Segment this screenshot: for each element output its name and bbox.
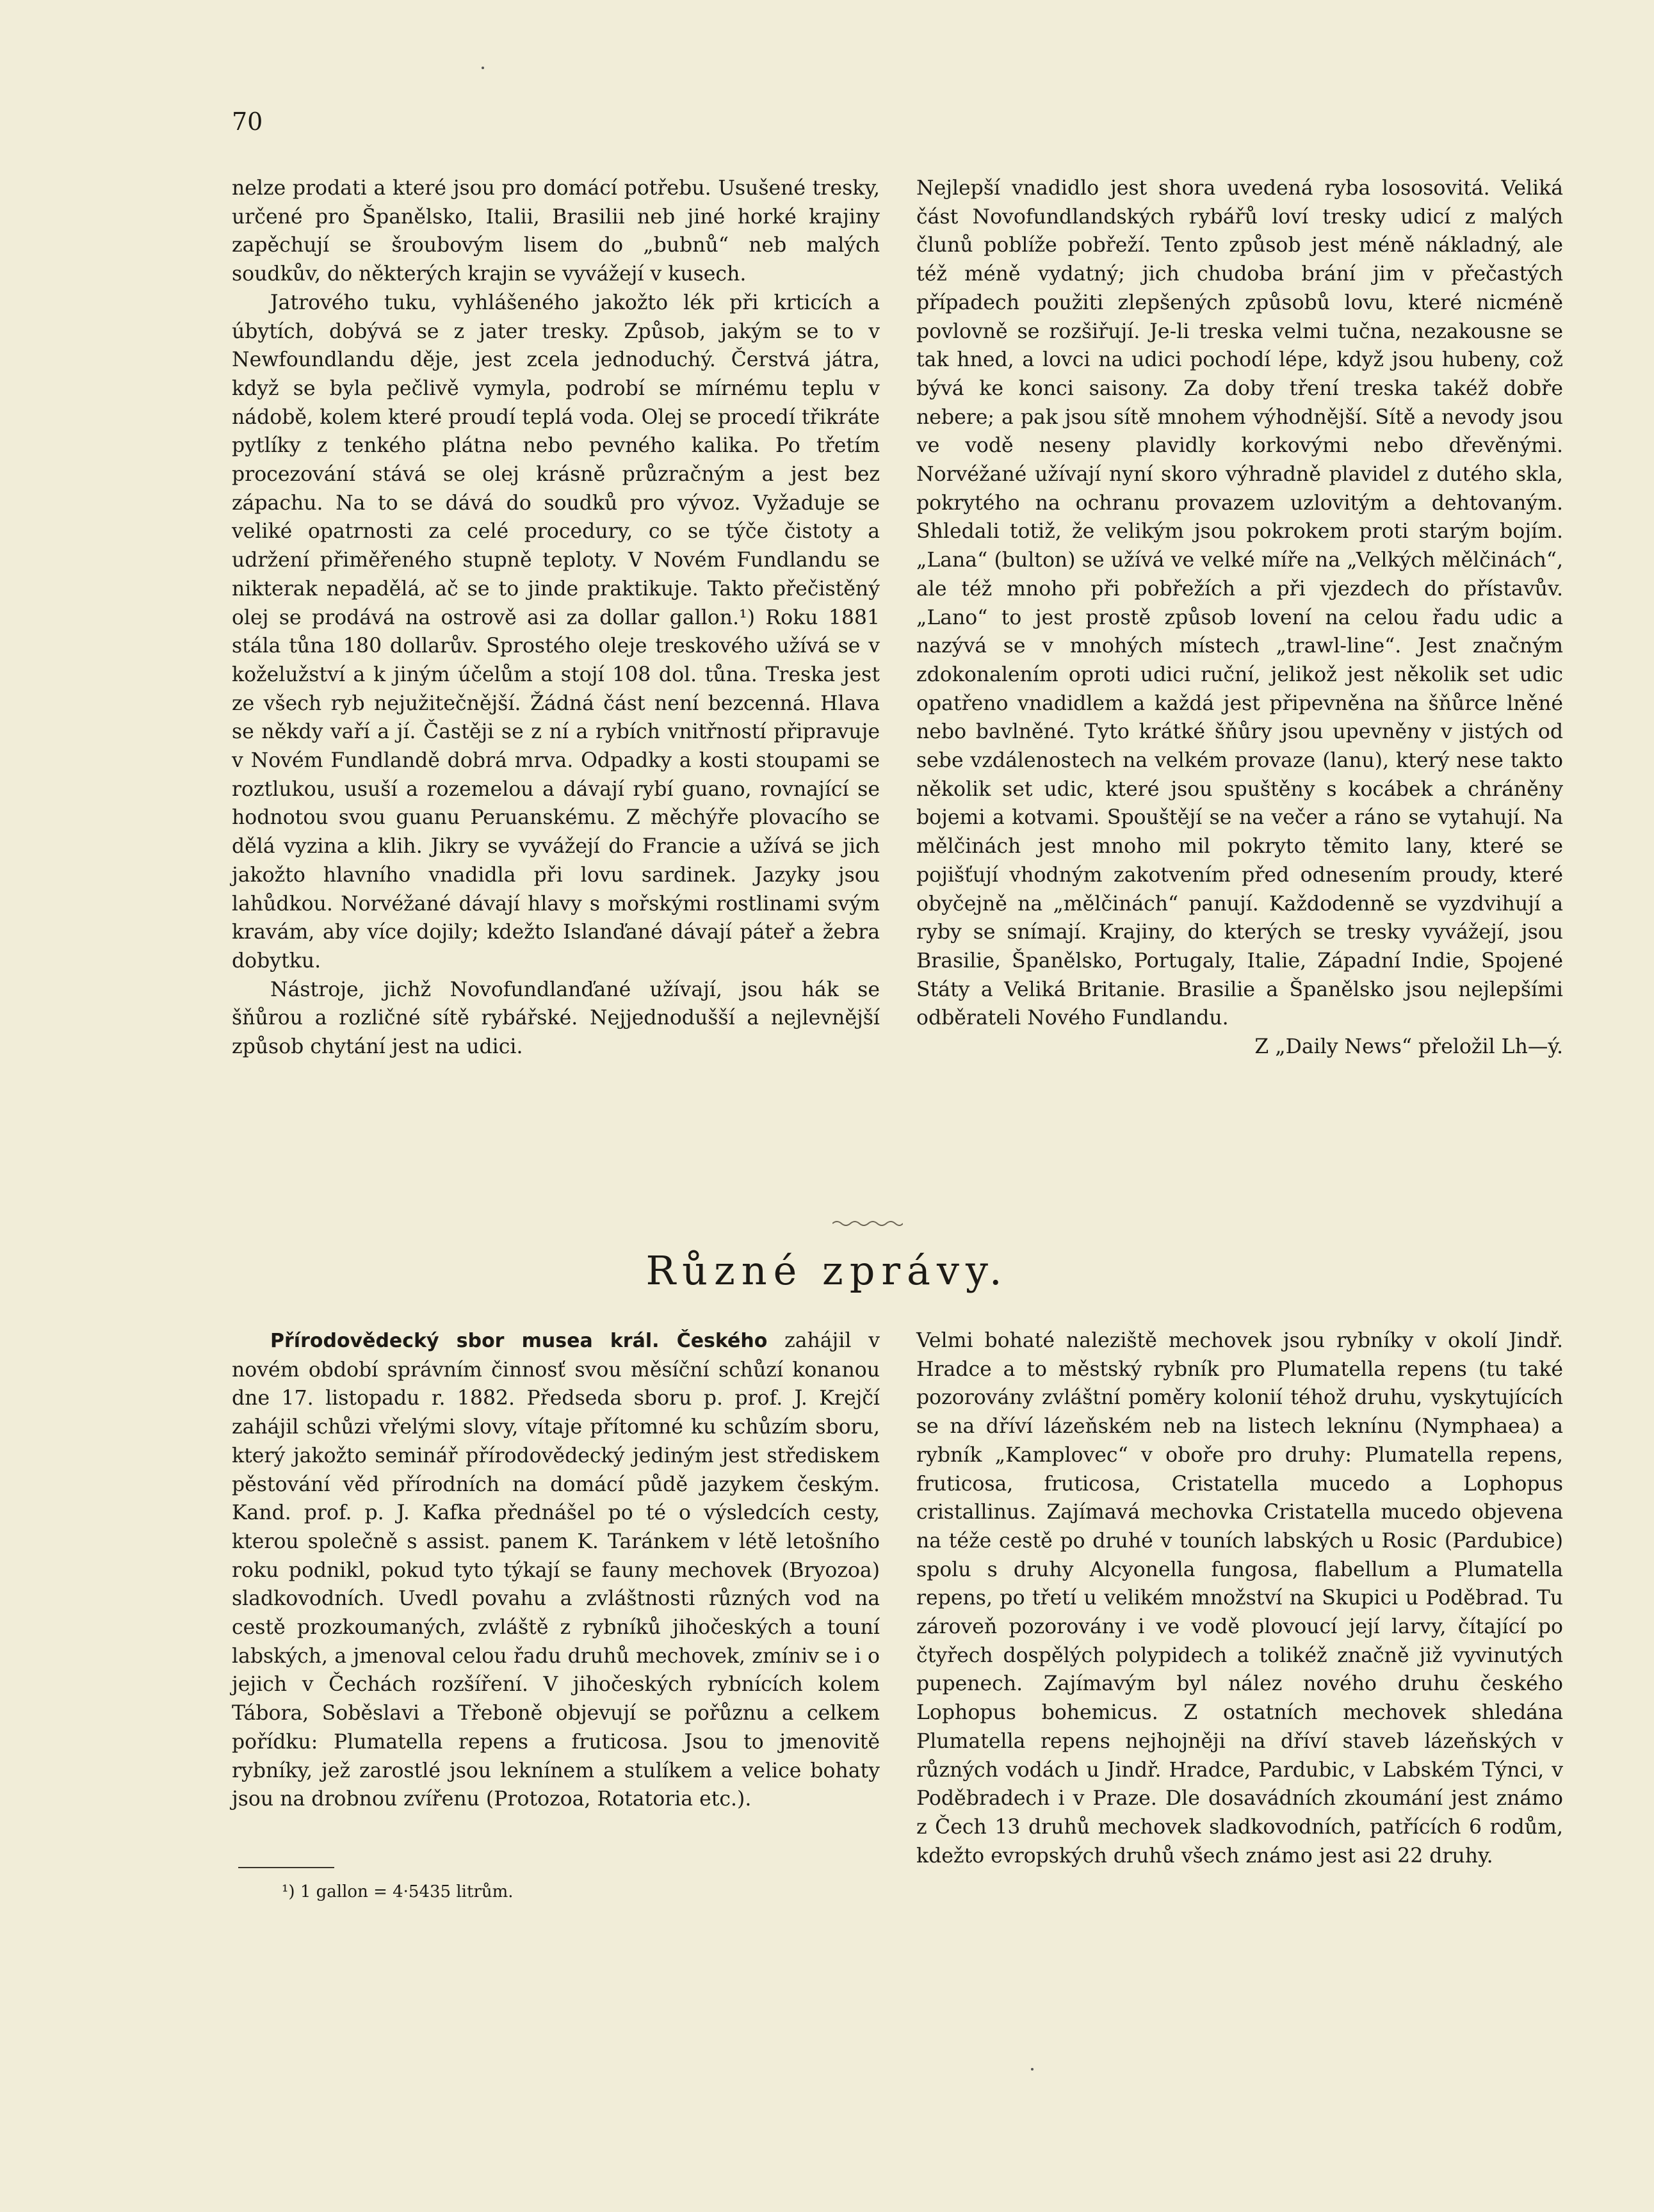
paragraph: Velmi bohaté naleziště mechovek jsou rybníky v okolí Jindř. Hradce a to městský rybník pro Plumatella repens (tu také pozorovány zvláštní poměry kolonií téhož druhu, vyskytujících se na dříví lázeňském neb na listech leknínu (Nymphaea) a rybník „Kamplovec“ v oboře pro druhy: Plumatella repens, fruticosa, fruticosa, Cristatella mucedo a Lophopus cristallinus. Zajímavá mechovka Cristatella mucedo objevena na téže cestě po druhé v touních labských u Rosic (Pardubice) spolu s druhy Alcyonella fungosa, flabellum a Plumatella repens, po třetí u velikém množství na Skupici u Poděbrad. Tu zároveň pozorovány i ve vodě plovoucí její larvy, čítající po čtyřech dospělých polypidech a tolikéž značně již vyvinutých pupenech. Zajímavým byl nález nového druhu českého Lophopus bohemicus. Z ostatních mechovek shledána Plumatella repens nejhojněji na dříví staveb lázeňských v různých vodách u Jindř. Hradce, Pardubic, v Labském Týnci, v Poděbradech i v Praze. Dle dosavádních zkoumání jest známo z Čech 13 druhů mechovek sladkovodních, patřících 6 rodům, kdežto evropských druhů všech známo jest asi 22 druhy. [916, 1329, 1563, 1868]
paragraph: Jatrového tuku, vyhlášeného jakožto lék při krticích a úbytích, dobývá se z jater tresky. Způsob, jakým se to v Newfoundlandu děje, jest zcela jednoduchý. Čerstvá játra, když se byla pečlivě vymyla, podrobí se mírnému teplu v nádobě, kolem které proudí teplá voda. Olej se procedí třikráte pytlíky z tenkého plátna nebo pevného kalika. Po třetím procezování stává se olej krásně průzračným a jest bez zápachu. Na to se dává do soudků pro vývoz. Vyžaduje se veliké opatrnosti za celé procedury, co se týče čistoty a udržení přiměřeného stupně teploty. V Novém Fundlandu se nikterak nepadělá, ač se to jinde praktikuje. Takto přečistěný olej se prodává na ostrově asi za dollar gallon.¹) Roku 1881 stála tůna 180 dollarův. Sprostého oleje treskového užívá se v koželužství a k jiným účelům a stojí 108 dol. tůna. Treska jest ze všech ryb nejužitečnější. Žádná část není bezcenná. Hlava se někdy vaří a jí. Častěji se z ní a rybích vnitřností připravuje v Novém Fundlandě dobrá mrva. Odpadky a kosti stoupami se roztlukou, usuší a rozemelou a dávají rybí guano, rovnající se hodnotou svou guanu Peruanskému. Z měchýře plovacího se dělá vyzina a klih. Jikry se vyvážejí do Francie a užívá se jich jakožto hlavního vnadidla při lovu sardinek. Jazyky jsou lahůdkou. Norvéžané dávají hlavy s mořskými rostlinami svým kravám, aby více dojily; kdežto Islanďané dávají páteř a žebra dobytku. [232, 291, 880, 973]
bottom-left-column [232, 1327, 880, 1814]
footnote-rule [238, 1867, 334, 1868]
speck [1031, 2068, 1034, 2071]
attribution: Z „Daily News“ přeložil Lh—ý. [1254, 1035, 1563, 1059]
page-number: 70 [232, 108, 263, 136]
wave-divider-icon [832, 1219, 903, 1228]
paragraph: Nástroje, jichž Novofundlanďané užívají, jsou hák se šňůrou a rozličné sítě rybářské. Nejjednodušší a nejlevnější způsob chytání jest na udici. [232, 978, 880, 1059]
bottom-right-column [916, 1327, 1563, 1870]
section-title: Různé zprávy. [645, 1247, 1009, 1294]
speck [482, 67, 484, 69]
paragraph-text: zahájil v novém období správním činnosť svou měsíční schůzí konanou dne 17. listopadu r. 1882. Předseda sboru p. prof. J. Krejčí zahájil schůzi vřelými slovy, vítaje přítomné ku schůzím sboru, který jakožto seminář přírodovědecký jediným jest střediskem pěstování věd přírodních na domácí půdě jazykem českým. Kand. prof. p. J. Kafka přednášel po té o výsledcích cesty, kterou společně s assist. panem K. Taránkem v létě letošního roku podnikl, pokud tyto týkají se fauny mechovek (Bryozoa) sladkovodních. Uvedl povahu a zvláštnosti různých vod na cestě prozkoumaných, zvláště z rybníků jihočeských a touní labských, a jmenoval celou řadu druhů mechovek, zmíniv se i o jejich v Čechách rozšíření. V jihočeských rybnících kolem Tábora, Soběslavi a Třeboně objevují se pořůznu a celkem pořídku: Plumatella repens a fruticosa. Jsou to jmenovitě rybníky, jež zarostlé jsou leknínem a stulíkem a velice bohaty jsou na drobnou zvířenu (Protozoa, Rotatoria etc.). [232, 1329, 880, 1811]
top-left-column [232, 174, 880, 1062]
top-right-column [916, 174, 1563, 1062]
paragraph: nelze prodati a které jsou pro domácí potřebu. Usušené tresky, určené pro Španělsko, Italii, Brasilii neb jiné horké krajiny zapěchují se šroubovým lisem do „bubnů“ neb malých soudkův, do některých krajin se vyvážejí v kusech. [232, 177, 880, 286]
paragraph [232, 1327, 880, 1814]
paragraph: Nejlepší vnadidlo jest shora uvedená ryba lososovitá. Veliká část Novofundlandských rybářů loví tresky udicí z malých člunů poblíže pobřeží. Tento způsob jest méně nákladný, ale též méně vydatný; jich chudoba brání jim v přečastých případech použiti zlepšených způsobů lovu, které nicméně povlovně se rozšiřují. Je-li treska velmi tučna, nezakousne se tak hned, a lovci na udici pochodí lépe, když jsou hubeny, což bývá ke konci saisony. Za doby tření treska takéž dobře nebere; a pak jsou sítě mnohem výhodnější. Sítě a nevody jsou ve vodě neseny plavidly korkovými nebo dřevěnými. Norvéžané užívají nyní skoro výhradně plavidel z dutého skla, pokrytého na ochranu provazem uzlovitým a dehtovaným. Shledali totiž, že velikým jsou pokrokem proti starým bojím. „Lana“ (bulton) se užívá ve velké míře na „Velkých mělčinách“, ale též mnoho při pobřežích a při vjezdech do přístavův. „Lano“ to jest prostě způsob lovení na celou řadu udic a nazývá se v mnohých místech „trawl-line“. Jest značným zdokonalením oproti udici ruční, jelikož jest několik set udic opatřeno vnadidlem a každá jest připevněna na šňůrce lněné nebo bavlněné. Tyto krátké šňůry jsou upevněny v jistých od sebe vzdálenostech na velkém provaze (lanu), který nese takto několik set udic, které jsou spuštěny s kocábek a chráněny bojemi a kotvami. Spouštějí se na večer a ráno se vytahují. Na mělčinách jest mnoho mil pokryto těmito lany, které se pojišťují vhodným zakotvením před odnesením proudy, které obyčejně na „mělčinách“ panují. Každodenně se vyzdvihují a ryby se snímají. Krajiny, do kterých se tresky vyvážejí, jsou Brasilie, Španělsko, Portugaly, Italie, Západní Indie, Spojené Státy a Veliká Britanie. Brasilie a Španělsko jsou nejlepšími odběrateli Nového Fundlandu. [916, 177, 1563, 1030]
footnote: ¹) 1 gallon = 4·5435 litrům. [282, 1882, 514, 1901]
lead-heading: Přírodovědecký sbor musea král. Českého [270, 1330, 768, 1352]
